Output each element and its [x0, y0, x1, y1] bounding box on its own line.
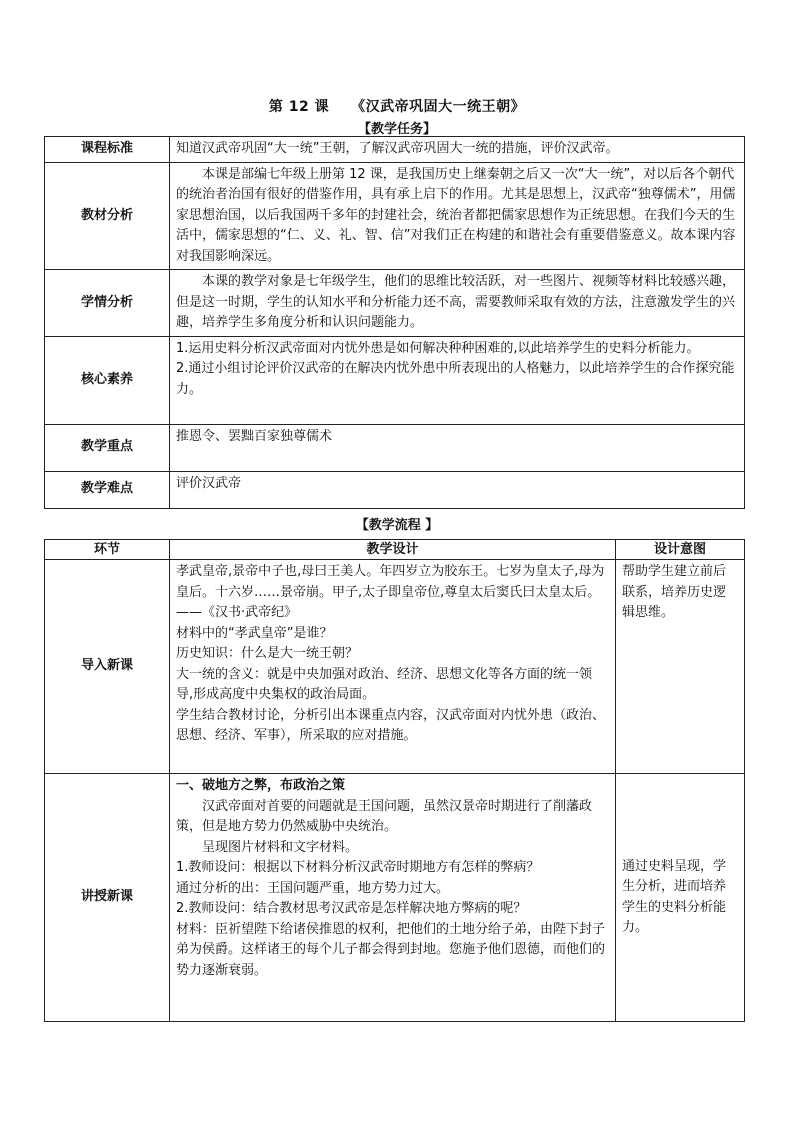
task-paragraph: 评价汉武帝: [176, 475, 242, 491]
stage-label: 讲授新课: [45, 774, 170, 1022]
task-paragraph: 推恩令、罢黜百家独尊儒术: [176, 428, 333, 444]
task-label: 教学重点: [45, 424, 170, 471]
task-label: 课程标准: [45, 137, 170, 163]
design-paragraph: 呈现图片材料和文字材料。: [202, 839, 359, 855]
header-intent: 设计意图: [616, 540, 745, 560]
design-cell: [170, 774, 616, 1022]
task-row-students: [45, 270, 745, 337]
task-label: 核心素养: [45, 336, 170, 424]
lesson-name: 《汉武帝巩固大一统王朝》: [351, 99, 526, 115]
intent-cell: [616, 774, 745, 1022]
task-paragraph: 1.运用史料分析汉武帝面对内忧外患是如何解决种种困难的,以此培养学生的史料分析能力。: [176, 340, 700, 356]
task-row-difficulty: [45, 471, 745, 508]
task-content: [170, 471, 745, 508]
task-heading: 【教学任务】: [357, 122, 436, 137]
design-cell: [170, 560, 616, 774]
design-paragraph: 大一统的含义：就是中央加强对政治、经济、思想文化等各方面的统一领导,形成高度中央集权的政治局面。: [176, 666, 593, 702]
header-stage: 环节: [45, 540, 170, 560]
design-paragraph: 材料：臣祈望陛下给诸侯推恩的权利，把他们的土地分给子弟，由陛下封子弟为侯爵。这样诸王的每个儿子都会得到封地。您施予他们恩德，而他们的势力逐渐衰弱。: [176, 921, 606, 978]
design-paragraph: 通过分析的出：王国问题严重，地方势力过大。: [176, 880, 450, 896]
task-row-literacy: [45, 336, 745, 424]
flow-header-row: [45, 540, 745, 560]
task-paragraph: 本课是部编七年级上册第 12 课，是我国历史上继秦朝之后又一次“大一统”，对以后各个朝代的统治者治国有很好的借鉴作用，具有承上启下的作用。尤其是思想上，汉武帝“独尊儒术”，用儒家思想治国，以后我国两千多年的封建社会，统治者都把儒家思想作为正统思想。在我们今天的生活中，儒家思想的“仁、义、礼、智、信”对我们正在构建的和谐社会有重要借鉴意义。故本课内容对我国影响深远。: [176, 166, 736, 264]
task-label: 教学难点: [45, 471, 170, 508]
task-label: 教材分析: [45, 162, 170, 270]
task-row-standard: [45, 137, 745, 163]
task-paragraph: 知道汉武帝巩固“大一统”王朝，了解汉武帝巩固大一统的措施，评价汉武帝。: [176, 141, 619, 156]
task-table: [44, 136, 745, 509]
intent-text: 通过史料呈现，学生分析，进而培养学生的史料分析能力。: [622, 858, 727, 935]
intent-cell: [616, 560, 745, 774]
design-paragraph: 汉武帝面对首要的问题就是王国问题，虽然汉景帝时期进行了削藩政策，但是地方势力仍然威胁中央统治。: [176, 798, 593, 834]
design-paragraph: 学生结合教材讨论，分析引出本课重点内容，汉武帝面对内忧外患（政治、思想、经济、军事），所采取的应对措施。: [176, 707, 606, 743]
design-paragraph: 2.教师设问：结合教材思考汉武帝是怎样解决地方弊病的呢？: [176, 901, 527, 916]
flow-heading: 【教学流程 】: [355, 518, 439, 533]
design-paragraph: 孝武皇帝,景帝中子也,母曰王美人。年四岁立为胶东王。七岁为皇太子,母为皇后。十六岁……景帝崩。甲子,太子即皇帝位,尊皇太后窦氏曰太皇太后。 ——《汉书·武帝纪》: [176, 564, 605, 620]
task-content: [170, 424, 745, 471]
lesson-title: [0, 96, 794, 116]
task-content: [170, 162, 745, 270]
section-title: 一、破地方之弊，布政治之策: [176, 778, 346, 793]
header-design: 教学设计: [170, 540, 616, 560]
stage-label: 导入新课: [45, 560, 170, 774]
lesson-number: 第 12 课: [268, 99, 330, 115]
task-paragraph: 本课的教学对象是七年级学生，他们的思维比较活跃，对一些图片、视频等材料比较感兴趣，但是这一时期，学生的认知水平和分析能力还不高，需要教师采取有效的方法，注意激发学生的兴趣，培养学生多角度分析和认识问题能力。: [176, 274, 736, 330]
intent-text: 帮助学生建立前后联系，培养历史逻辑思维。: [622, 564, 727, 620]
task-content: [170, 336, 745, 424]
task-row-textbook: [45, 162, 745, 270]
task-row-focus: [45, 424, 745, 471]
design-paragraph: 历史知识：什么是大一统王朝？: [176, 646, 359, 661]
task-paragraph: 2.通过小组讨论评价汉武帝的在解决内忧外患中所表现出的人格魅力，以此培养学生的合作探究能力。: [176, 361, 735, 397]
design-paragraph: 1.教师设问：根据以下材料分析汉武帝时期地方有怎样的弊病？: [176, 860, 540, 875]
flow-row-intro: [45, 560, 745, 774]
flow-row-lecture: [45, 774, 745, 1022]
task-label: 学情分析: [45, 270, 170, 337]
task-content: [170, 137, 745, 163]
design-paragraph: 材料中的“孝武皇帝”是谁？: [176, 625, 333, 641]
flow-table: [44, 539, 745, 1022]
task-content: [170, 270, 745, 337]
